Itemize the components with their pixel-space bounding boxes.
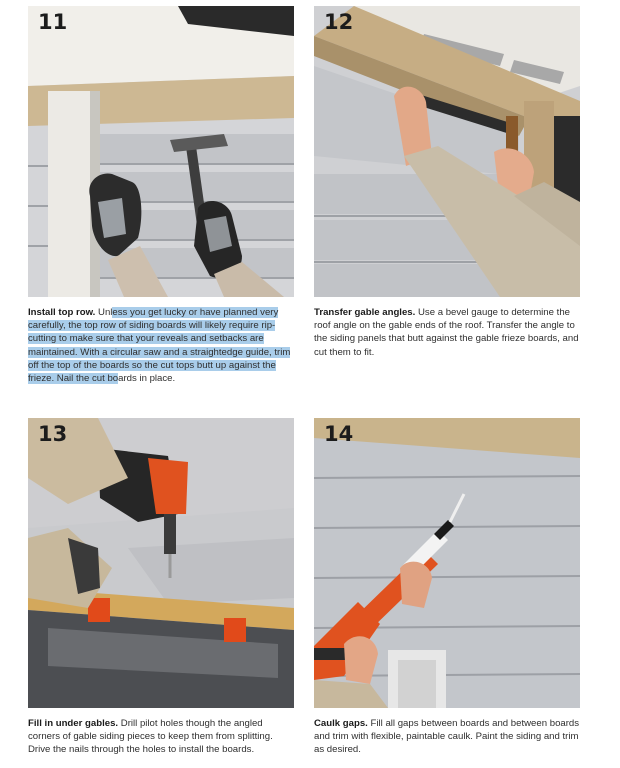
step-13-photo	[28, 418, 294, 708]
step-14-caption	[314, 717, 582, 757]
step-title: Fill in under gables.	[28, 718, 119, 729]
step-number: 14	[324, 422, 354, 446]
step-12-caption	[314, 306, 582, 359]
caption-text: Use a bevel gauge to determine the roof angle on the gable ends of the roof. Transfer the angle to the siding panels that butt against the gable frieze boards, and cut them to fit.	[314, 307, 579, 358]
caption-text: Unl	[98, 307, 113, 318]
step-12-photo	[314, 6, 580, 297]
caption-text: Drill pilot holes though the angled corners of gable siding pieces to keep them from splitting. Drive the nails through the holes to install the boards.	[28, 718, 273, 756]
step-number: 13	[38, 422, 68, 446]
selected-text[interactable]: ess you get lucky or have planned very carefully, the top row of siding boards will likely require rip-cutting to make sure that your reveals and setbacks are maintained. With a circular saw and a straightedge guide, trim off the top of the boards so the cut tops butt up against the frieze. Nail the cut bo	[28, 307, 291, 385]
siding-hammer-illustration	[28, 6, 294, 297]
step-number: 11	[38, 10, 68, 34]
caulk-gun-illustration	[314, 418, 580, 708]
step-title: Install top row.	[28, 307, 96, 318]
step-title: Caulk gaps.	[314, 718, 368, 729]
step-11-caption	[28, 306, 294, 385]
caption-text: Fill all gaps between boards and between boards and trim with flexible, paintable caulk. Paint the siding and trim as desired.	[314, 718, 580, 756]
step-title: Transfer gable angles.	[314, 307, 416, 318]
step-14-photo	[314, 418, 580, 708]
caption-text: ards in place.	[118, 373, 176, 385]
step-13-caption	[28, 717, 294, 757]
step-number: 12	[324, 10, 354, 34]
step-11-photo	[28, 6, 294, 297]
bevel-gauge-illustration	[314, 6, 580, 297]
drill-workbench-illustration	[28, 418, 294, 708]
